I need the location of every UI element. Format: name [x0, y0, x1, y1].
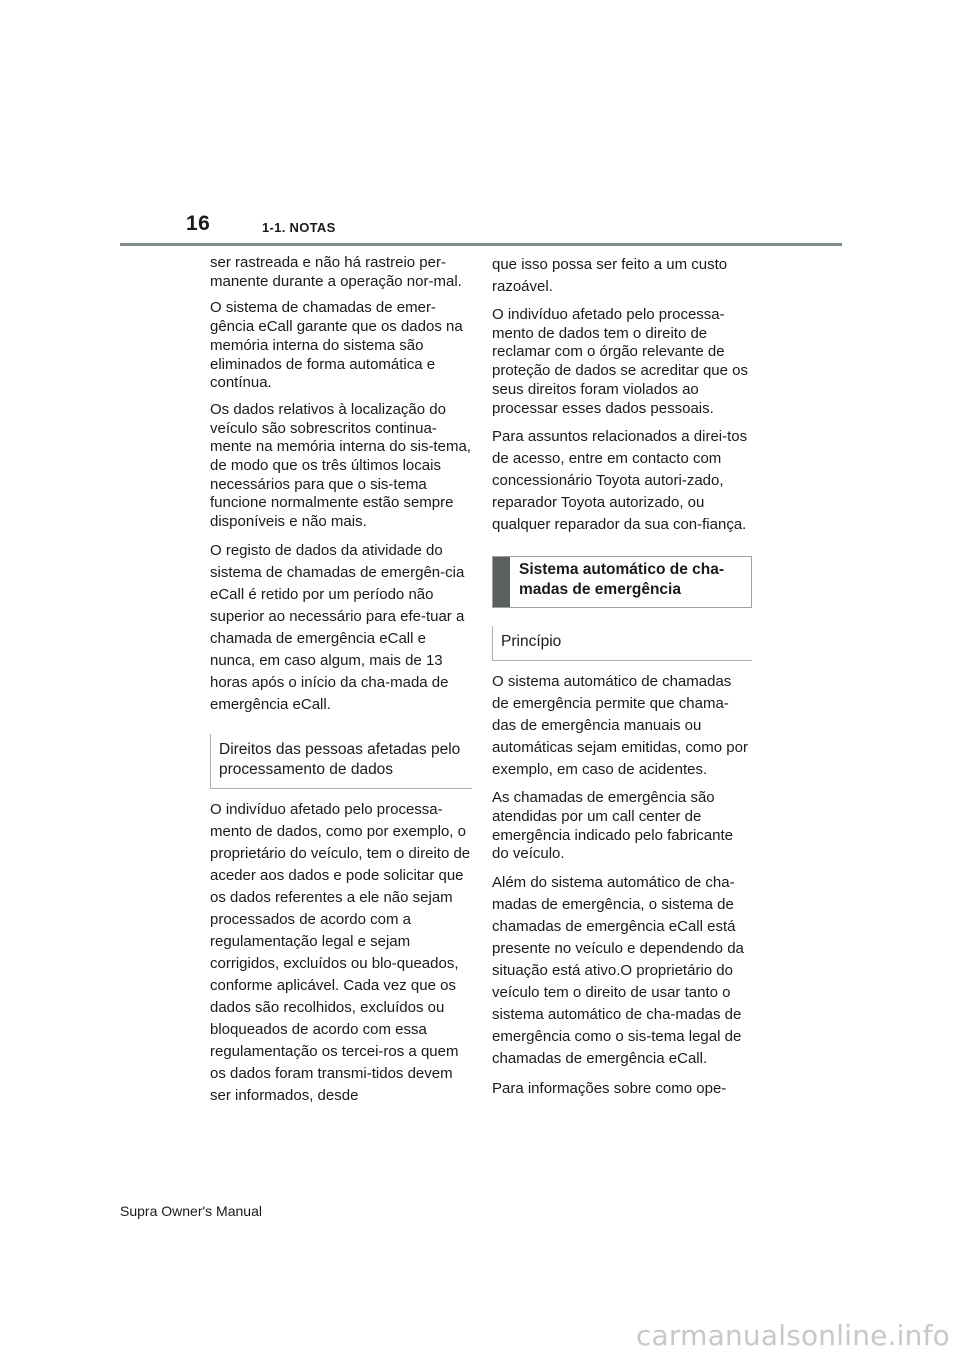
left-column: [210, 254, 472, 1115]
subheading-text: Direitos das pessoas afetadas pelo processamento de dados: [219, 740, 461, 778]
paragraph: Além do sistema automático de cha-madas de emergência, o sistema de chamadas de emergência eCall está presente no veículo e dependendo da situação está ativo.O proprietário do veículo tem o direito de usar tanto o sistema automático de cha-madas de emergência como o sis-tema legal de chamadas de emergência eCall.: [492, 874, 744, 1068]
paragraph: As chamadas de emergência são atendidas por um call center de emergência indicado pelo fabricante do veículo.: [492, 789, 733, 863]
watermark: carmanualsonline.info: [635, 1319, 950, 1352]
paragraph: ser rastreada e não há rastreio per-manente durante a operação nor-mal.: [210, 254, 462, 290]
paragraph: O indivíduo afetado pelo processa-mento de dados tem o direito de reclamar com o órgão relevante de proteção de dados se acreditar que os seus direitos foram violados ao processar esses dados pessoais.: [492, 306, 749, 417]
right-column: [492, 254, 752, 1108]
heading-accent-bar: [493, 557, 510, 607]
paragraph: O sistema automático de chamadas de emergência permite que chama-das de emergência manuais ou automáticas sejam emitidas, como por exemplo, em caso de acidentes.: [492, 673, 748, 779]
header-divider: [120, 243, 842, 246]
paragraph: Para assuntos relacionados a direi-tos de acesso, entre em contacto com concessionário Toyota autori-zado, reparador Toyota autorizado, ou qualquer reparador da sua con-fiança.: [492, 428, 748, 534]
section-heading-text: Sistema automático de cha-madas de emergência: [519, 561, 725, 599]
paragraph: O registo de dados da atividade do sistema de chamadas de emergên-cia eCall é retido por um período não superior ao necessário para efe-tuar a chamada de emergência eCall e nunca, em caso algum, mais de 13 horas após o início da cha-mada de emergência eCall.: [210, 541, 465, 713]
section-title: 1-1. NOTAS: [262, 220, 336, 235]
page-number: 16: [186, 212, 211, 235]
section-heading-box: [492, 556, 752, 608]
paragraph: que isso possa ser feito a um custo razoável.: [492, 256, 728, 295]
paragraph: O indivíduo afetado pelo processa-mento de dados, como por exemplo, o proprietário do veículo, tem o direito de aceder aos dados e pode solicitar que os dados referentes a ele não sejam processados de acordo com a regulamentação legal e sejam corrigidos, excluídos ou blo-queados, conforme aplicável. Cada vez que os dados são recolhidos, excluídos ou bloqueados de acordo com essa regulamentação os tercei-ros a quem os dados foram transmi-tidos devem ser informados, desde: [210, 800, 471, 1104]
paragraph: Os dados relativos à localização do veículo são sobrescritos continua-mente na memória interna do sis-tema, de modo que os três últimos locais necessários para que o sis-tema funcione normalmente estão sempre disponíveis e não mais.: [210, 400, 471, 531]
footer-manual-name: Supra Owner's Manual: [120, 1203, 262, 1219]
paragraph: Para informações sobre como ope-: [492, 1080, 727, 1098]
subheading-text: Princípio: [501, 633, 562, 651]
paragraph: O sistema de chamadas de emer-gência eCall garante que os dados na memória interna do sistema são eliminados de forma automática e contínua.: [210, 299, 463, 392]
subheading-data-rights: [210, 734, 472, 789]
subheading-principle: [492, 626, 752, 661]
